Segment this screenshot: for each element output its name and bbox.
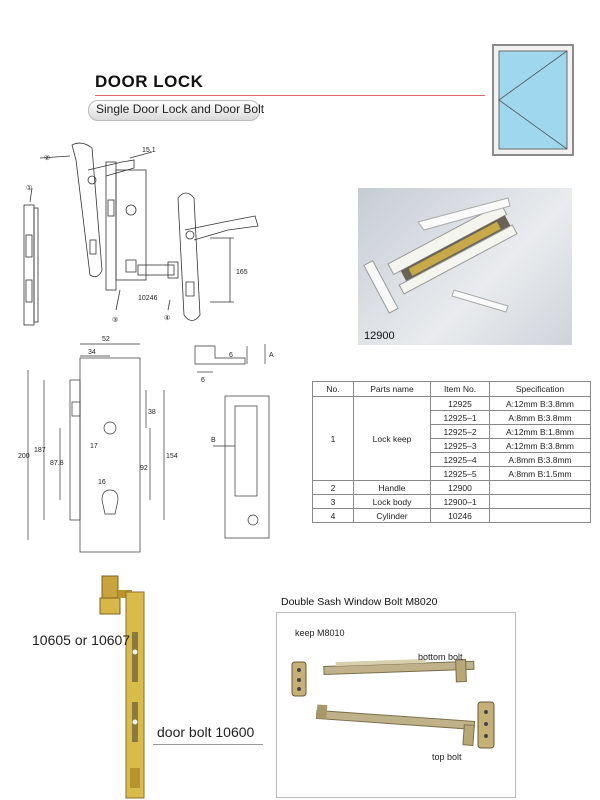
dim-92: 92	[140, 465, 148, 472]
dim-keep-6-top: 6	[229, 352, 233, 359]
label-underline	[153, 744, 263, 745]
cell-item-no: 12925–4	[431, 453, 490, 467]
callout-4: ④	[164, 315, 171, 322]
photo-caption: 12900	[364, 330, 395, 342]
handle-part-front	[178, 193, 258, 321]
cell-spec: A:12mm B:1.8mm	[490, 425, 591, 439]
callout-1: ①	[26, 185, 33, 192]
cell-spec: A:8mm B:3.8mm	[490, 453, 591, 467]
sash-bolt-title: Double Sash Window Bolt M8020	[281, 596, 438, 608]
dim-165: 165	[236, 269, 248, 276]
cell-no: 4	[313, 509, 354, 523]
cell-spec: A:12mm B:3.8mm	[490, 439, 591, 453]
sash-bolt-photo	[276, 612, 516, 798]
door-bolt-photo	[90, 572, 160, 800]
dim-15-1: 15.1	[142, 147, 156, 154]
table-header-row	[313, 382, 591, 397]
table-row	[313, 481, 591, 495]
dim-38: 38	[148, 409, 156, 416]
cell-spec	[490, 509, 591, 523]
cell-item-no: 12925–1	[431, 411, 490, 425]
cell-parts-name: Handle	[354, 481, 431, 495]
cell-item-no: 10246	[431, 509, 490, 523]
door-bolt-label: door bolt 10600	[157, 724, 255, 740]
cell-spec: A:8mm B:3.8mm	[490, 411, 591, 425]
product-photo-12900	[358, 188, 572, 345]
cell-no: 3	[313, 495, 354, 509]
dim-keep-b: B	[211, 437, 216, 444]
dim-52: 52	[102, 336, 110, 343]
dim-keep-a: A	[269, 352, 274, 359]
table-row	[313, 495, 591, 509]
subtitle: Single Door Lock and Door Bolt	[96, 102, 265, 116]
title-divider	[95, 95, 485, 96]
col-header-specification: Specification	[490, 382, 591, 397]
dim-keep-6-side: 6	[201, 377, 205, 384]
cell-no: 2	[313, 481, 354, 495]
lock-body-part	[106, 162, 146, 290]
dim-87-8: 87.8	[50, 460, 64, 467]
col-header-no: No.	[313, 382, 354, 397]
cell-spec	[490, 481, 591, 495]
cell-spec	[490, 495, 591, 509]
dim-34: 34	[88, 349, 96, 356]
cell-parts-name: Cylinder	[354, 509, 431, 523]
top-bolt-label: top bolt	[432, 752, 462, 762]
callout-2: ②	[44, 155, 51, 162]
cell-item-no: 12925–5	[431, 467, 490, 481]
parts-table	[312, 381, 591, 523]
cylinder-part-number: 10246	[138, 295, 158, 302]
cell-item-no: 12900	[431, 481, 490, 495]
keep-part-label: 10605 or 10607	[32, 632, 131, 648]
lock-exploded-drawing	[10, 140, 300, 340]
cell-spec: A:12mm B:3.8mm	[490, 397, 591, 411]
cell-parts-name: Lock body	[354, 495, 431, 509]
table-row	[313, 397, 591, 411]
dim-16: 16	[98, 479, 106, 486]
lock-keep-part	[24, 205, 38, 325]
cell-item-no: 12925–2	[431, 425, 490, 439]
dim-200: 200	[18, 453, 30, 460]
handle-part-rear	[72, 143, 134, 277]
dim-187: 187	[34, 447, 46, 454]
cell-no: 1	[313, 397, 354, 481]
cell-item-no: 12925–3	[431, 439, 490, 453]
page-title: DOOR LOCK	[95, 72, 204, 91]
col-header-item-no: Item No.	[431, 382, 490, 397]
window-icon	[492, 44, 574, 156]
col-header-parts-name: Parts name	[354, 382, 431, 397]
cell-parts-name: Lock keep	[354, 397, 431, 481]
dim-154: 154	[166, 453, 178, 460]
dim-17: 17	[90, 443, 98, 450]
lock-keep-profile-drawing	[185, 340, 285, 540]
cell-item-no: 12900–1	[431, 495, 490, 509]
cell-item-no: 12925	[431, 397, 490, 411]
table-row	[313, 509, 591, 523]
cylinder-part	[138, 262, 178, 278]
cell-spec: A:8mm B:1.5mm	[490, 467, 591, 481]
lock-body-dimension-drawing	[10, 330, 180, 555]
bottom-bolt-label: bottom bolt	[418, 652, 463, 662]
sash-keep-label: keep M8010	[295, 628, 345, 638]
callout-3: ③	[112, 317, 119, 324]
